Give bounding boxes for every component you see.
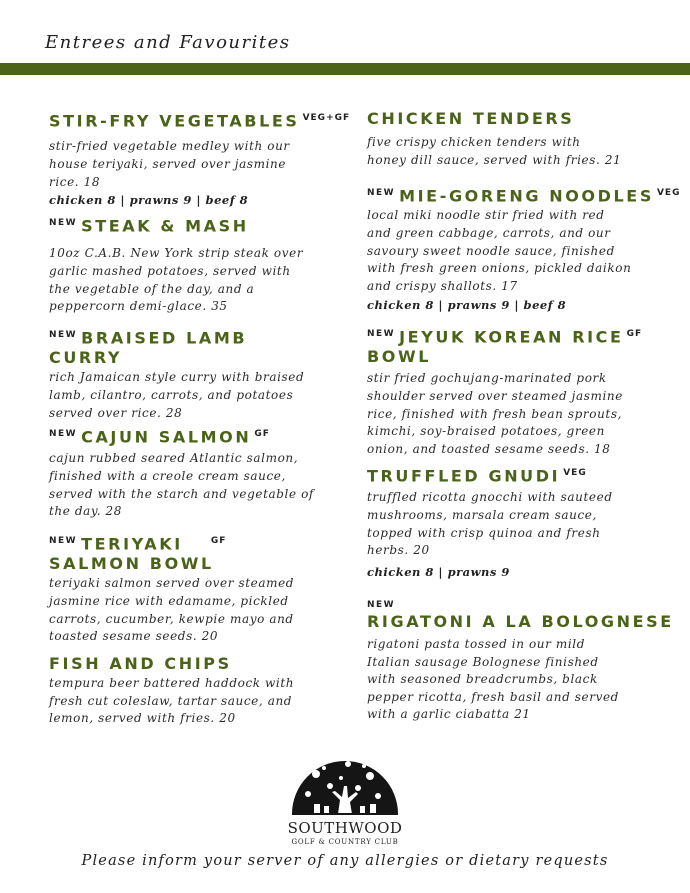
club-logo-subtitle: GOLF & COUNTRY CLUB <box>291 838 399 846</box>
menu-item-steak-mash <box>49 213 303 316</box>
dietary-tag: GF <box>254 429 270 439</box>
new-badge: NEW <box>49 536 78 546</box>
item-name: $^{NEW}$ JEYUK KOREAN RICE $^{GF}$ BOWL <box>367 327 643 367</box>
menu-item-mie-goreng-noodles <box>367 183 680 312</box>
item-name: FISH AND CHIPS <box>49 654 232 673</box>
menu-item-fish-and-chips <box>49 654 294 728</box>
menu-item-jeyuk-korean-rice-bowl <box>367 324 642 458</box>
new-badge: NEW <box>367 188 396 198</box>
item-name: $^{NEW}$ BRAISED LAMB CURRY <box>49 328 248 368</box>
item-description: tempura beer battered haddock with fresh cut coleslaw, tartar sauce, and lemon, served with fries. 20 <box>49 676 295 726</box>
allergy-notice: Please inform your server of any allergies or dietary requests <box>81 853 609 869</box>
dietary-tag: VEG <box>656 188 681 198</box>
dietary-tag: VEG+GF <box>302 113 351 123</box>
item-description: stir-fried vegetable medley with our house teriyaki, served over jasmine rice. 18 <box>49 139 290 189</box>
item-description: rigatoni pasta tossed in our mild Italian sausage Bolognese finished with seasoned breadcrumbs, black pepper ricotta, fresh basil and served with a garlic ciabatta 21 <box>367 637 619 722</box>
item-add-ons: chicken 8 | prawns 9 | beef 8 <box>49 193 249 208</box>
item-description: truffled ricotta gnocchi with sauteed mushrooms, marsala cream sauce, topped with crisp quinoa and fresh herbs. 20 <box>367 490 613 558</box>
item-description: rich Jamaican style curry with braised lamb, cilantro, carrots, and potatoes served over rice. 28 <box>49 370 305 420</box>
item-name: TRUFFLED GNUDI $^{VEG}$ <box>367 466 587 486</box>
menu-item-truffled-gnudi <box>367 463 613 579</box>
dietary-tag: VEG <box>563 468 587 478</box>
item-name: $^{NEW}$ STEAK & MASH <box>49 216 249 236</box>
club-logo-name: SOUTHWOOD <box>287 819 403 837</box>
item-name: RIGATONI A LA BOLOGNESE <box>367 612 674 631</box>
dietary-tag: GF <box>626 329 643 339</box>
item-description: local miki noodle stir fried with red and green cabbage, carrots, and our savoury sweet noodle sauce, finished with fresh green onions, pickled daikon and crispy shallots. 17 <box>367 208 632 293</box>
item-description: cajun rubbed seared Atlantic salmon, finished with a creole cream sauce, served with the starch and vegetable of the day. 28 <box>49 451 314 519</box>
item-add-ons: chicken 8 | prawns 9 <box>367 564 510 579</box>
item-name: $^{NEW}$ MIE-GORENG NOODLES $^{VEG}$ <box>367 186 681 206</box>
menu-item-stir-fry <box>49 108 350 207</box>
menu-item-chicken-tenders <box>367 109 621 169</box>
page-title: Entrees and Favourites <box>45 32 291 53</box>
header-divider-band <box>0 63 690 75</box>
new-badge: NEW <box>367 329 396 339</box>
menu-item-rigatoni-bolognese <box>367 600 674 724</box>
new-badge: NEW <box>49 429 78 439</box>
menu-item-teriyaki-salmon-bowl <box>49 531 294 646</box>
item-name: STIR-FRY VEGETABLES $^{VEG+GF}$ <box>49 111 351 131</box>
new-badge: NEW <box>49 330 78 340</box>
menu-item-cajun-salmon <box>49 424 314 521</box>
new-badge: NEW <box>49 218 78 228</box>
item-name: $^{NEW}$ TERIYAKI $^{GF}$ SALMON BOWL <box>49 534 227 574</box>
item-description: stir fried gochujang-marinated pork shoulder served over steamed jasmine rice, finished with fresh bean sprouts, kimchi, soy-braised potatoes, green onion, and toasted sesame seeds. 18 <box>367 371 623 456</box>
item-description: 10oz C.A.B. New York strip steak over garlic mashed potatoes, served with the vegetable of the day, and a peppercorn demi-glace. 35 <box>49 246 304 314</box>
item-add-ons: chicken 8 | prawns 9 | beef 8 <box>367 298 567 313</box>
item-description: five crispy chicken tenders with honey dill sauce, served with fries. 21 <box>367 135 622 167</box>
item-name: $^{NEW}$ CAJUN SALMON $^{GF}$ <box>49 427 270 447</box>
dietary-tag: GF <box>210 536 227 546</box>
item-description: teriyaki salmon served over steamed jasmine rice with edamame, pickled carrots, cucumber, kewpie mayo and toasted sesame seeds. 20 <box>49 576 295 644</box>
item-name: CHICKEN TENDERS <box>367 109 575 128</box>
menu-item-braised-lamb-curry <box>49 325 304 422</box>
new-badge: NEW <box>367 600 396 610</box>
